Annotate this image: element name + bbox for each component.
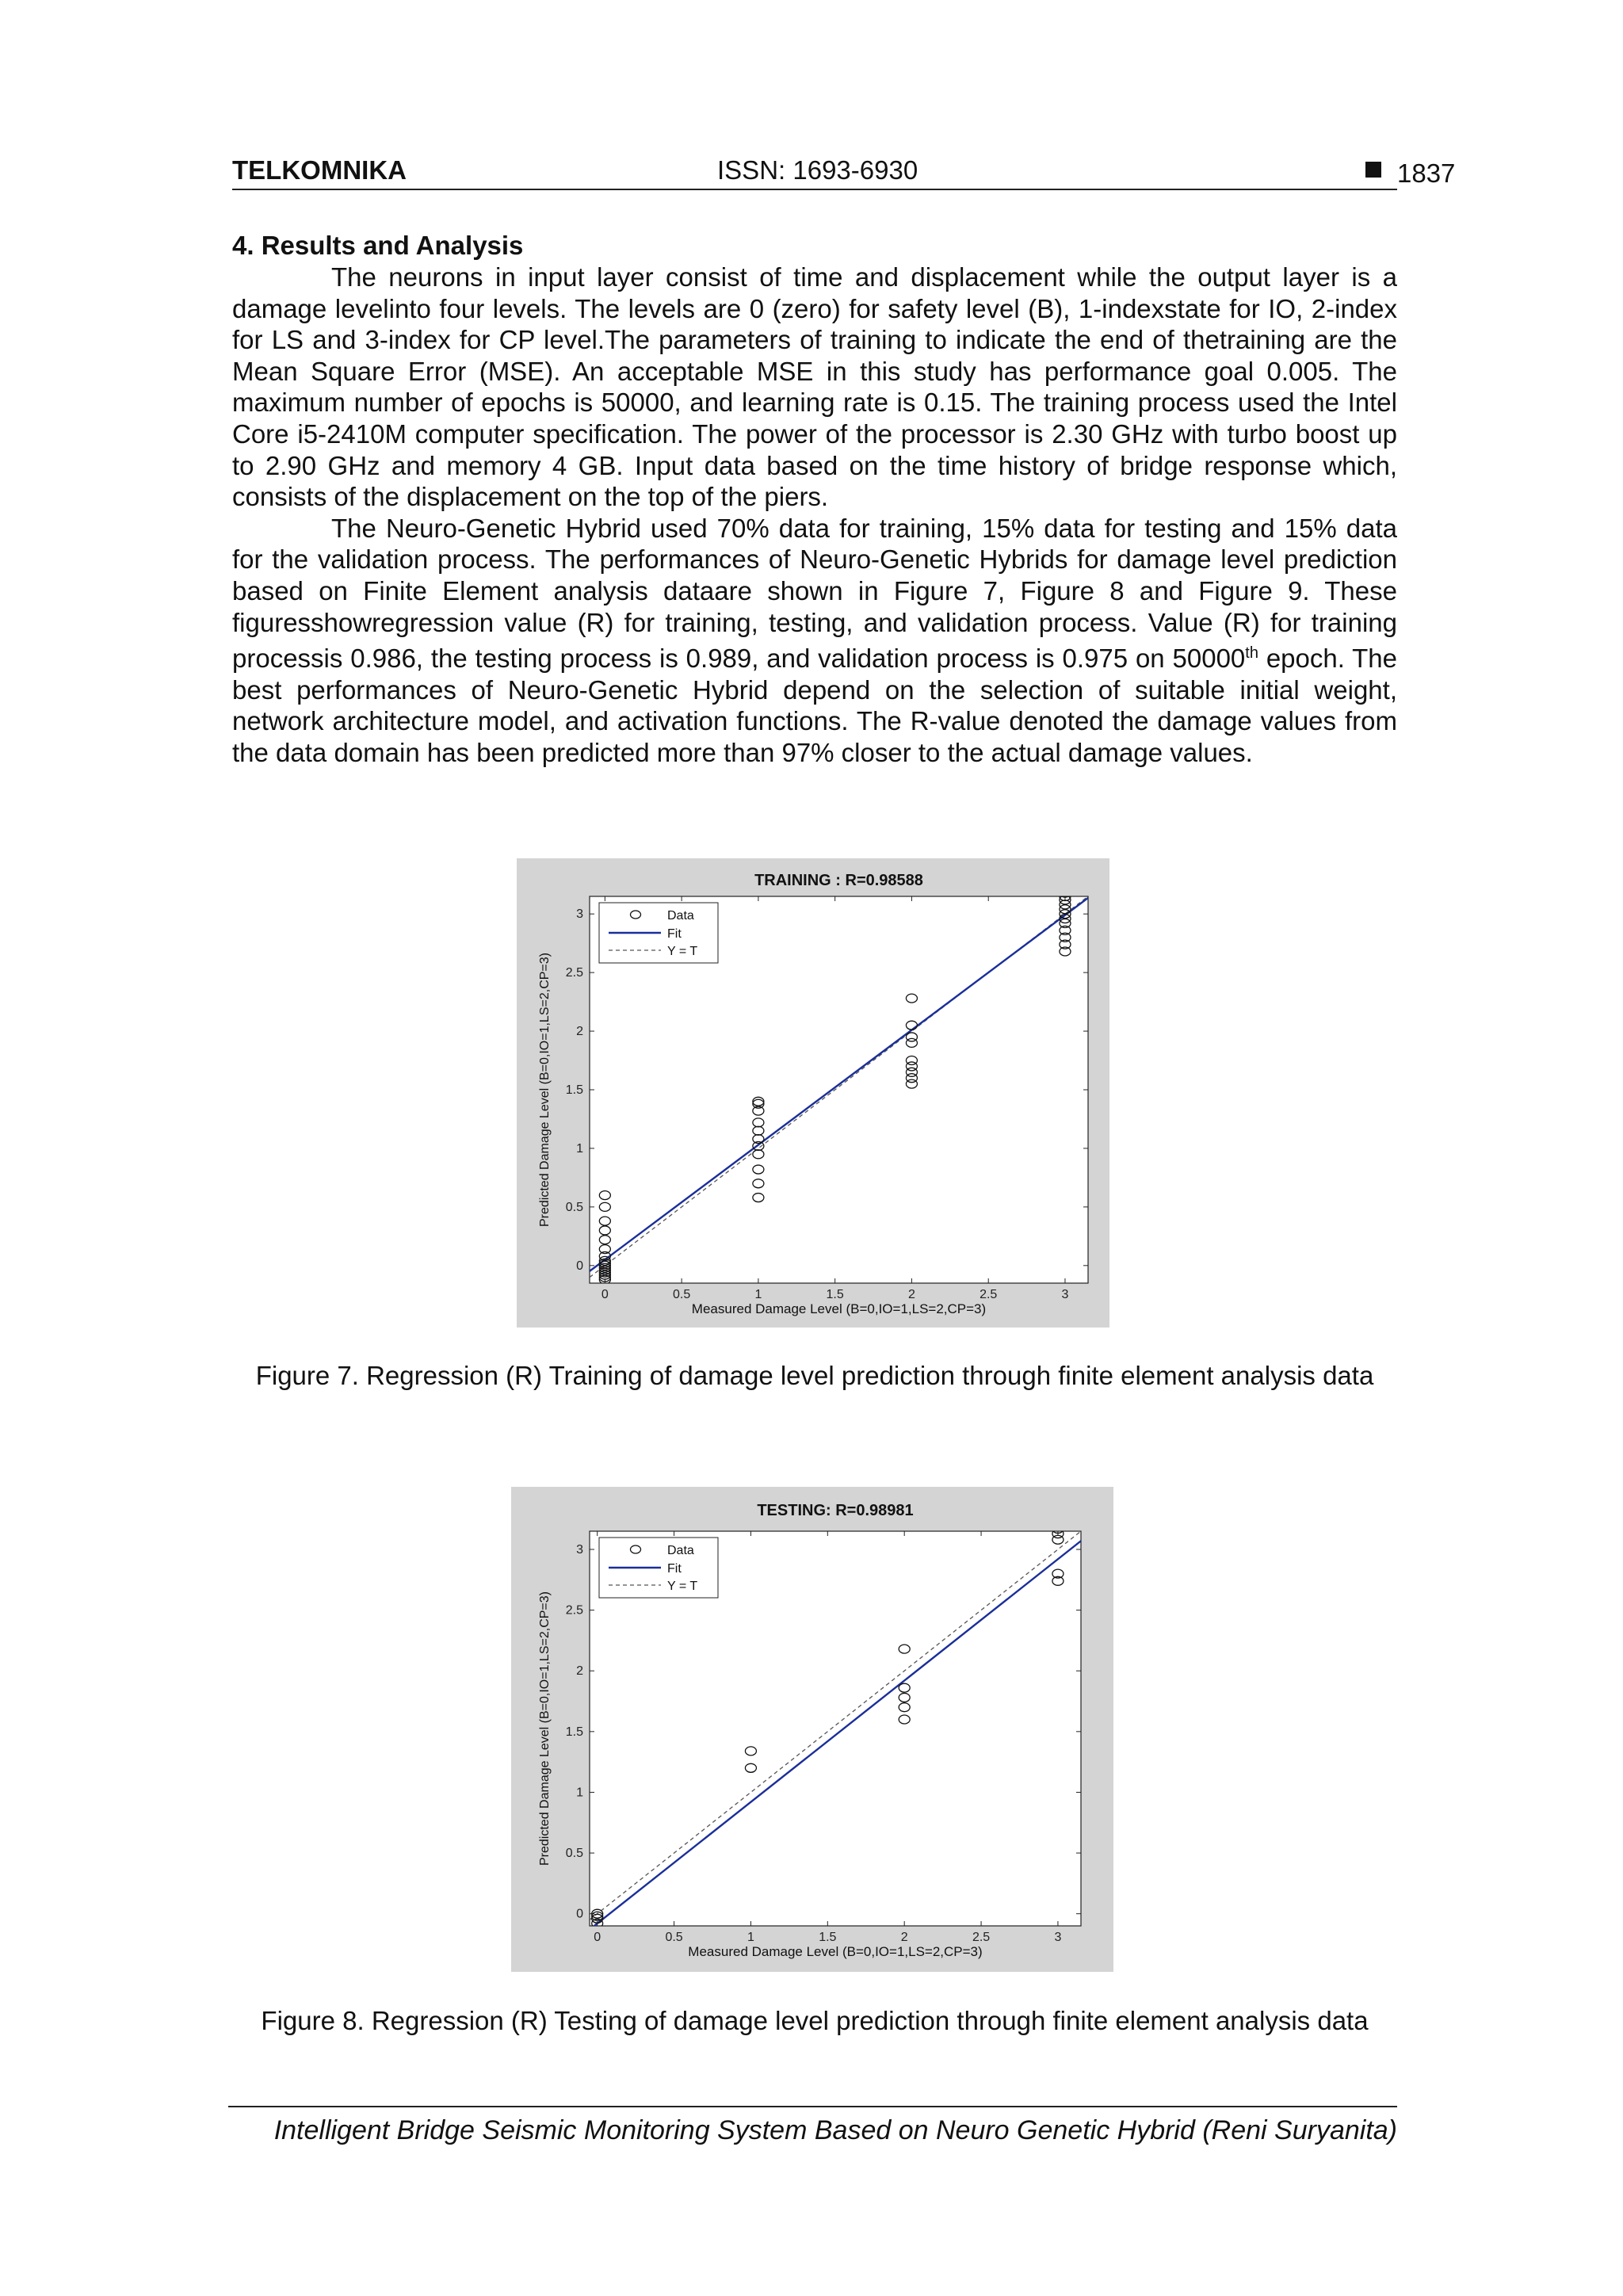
page-number-wrap [1365,155,1456,188]
superscript-th: th [1245,644,1258,663]
y-tick-label: 2.5 [565,966,583,980]
y-tick-label: 2 [576,1664,583,1679]
issn: ISSN: 1693-6930 [717,155,918,185]
square-bullet-icon [1365,162,1381,178]
paragraph-2 [232,513,1397,769]
paragraph-2-part-a: The Neuro-Genetic Hybrid used 70% data for training, 15% data for testing and 15% data for the validation process. The performances of Neuro-Genetic Hybrids for damage level prediction based on Finite Element analysis dataare shown in Figure 7, Figure 8 and Figure 9. These figuresshowregression value (R) for training, testing, and validation process. Value (R) for training processis 0.986, the testing process is 0.989, and validation process is 0.975 on 50000 [232,513,1397,674]
x-tick-label: 1.5 [826,1288,844,1301]
x-tick-label: 0.5 [665,1931,683,1944]
x-axis-label: Measured Damage Level (B=0,IO=1,LS=2,CP=3) [688,1944,983,1959]
y-tick-label: 0.5 [565,1200,583,1214]
x-tick-label: 1 [747,1931,754,1944]
x-tick-label: 2.5 [972,1931,991,1944]
y-tick-label: 3 [576,907,583,922]
y-tick-label: 1 [576,1786,583,1800]
chart-title: TESTING: R=0.98981 [757,1502,914,1519]
results-section [232,230,1397,769]
x-tick-label: 1.5 [819,1931,837,1944]
paragraph-1: The neurons in input layer consist of time and displacement while the output layer is a damage levelinto four levels. The levels are 0 (zero) for safety level (B), 1-indexstate for IO, 2-index for LS and 3-index for CP level.The parameters of training to indicate the end of thetraining are the Mean Square Error (MSE). An acceptable MSE in this study has performance goal 0.005. The maximum number of epochs is 50000, and learning rate is 0.15. The training process used the Intel Core i5-2410M computer specification. The power of the processor is 2.30 GHz with turbo boost up to 2.90 GHz and memory 4 GB. Input data based on the time history of bridge response which, consists of the displacement on the top of the piers. [232,262,1397,512]
legend-data-label: Data [667,909,694,923]
y-tick-label: 1.5 [565,1725,583,1739]
x-tick-label: 0 [594,1931,601,1944]
journal-name: TELKOMNIKA [232,155,407,185]
y-tick-label: 0.5 [565,1847,583,1861]
section-title: 4. Results and Analysis [232,231,524,260]
y-tick-label: 0 [576,1259,583,1273]
page-header [232,152,1456,190]
y-tick-label: 3 [576,1542,583,1557]
x-tick-label: 1 [754,1288,762,1301]
figure-7 [517,858,1109,1328]
page-footer: Intelligent Bridge Seismic Monitoring System Based on Neuro Genetic Hybrid (Reni Suryanita) [228,2106,1397,2146]
legend-fit-label: Fit [667,1562,682,1576]
legend-data-label: Data [667,1544,694,1557]
y-tick-label: 1 [576,1141,583,1156]
x-tick-label: 2.5 [980,1288,998,1301]
y-tick-label: 2 [576,1025,583,1039]
y-axis-label: Predicted Damage Level (B=0,IO=1,LS=2,CP=3) [538,1591,552,1866]
figure-8-caption: Figure 8. Regression (R) Testing of damage level prediction through finite element analysis data [261,2006,1369,2035]
x-axis-label: Measured Damage Level (B=0,IO=1,LS=2,CP=3) [691,1301,987,1316]
y-tick-label: 2.5 [565,1603,583,1618]
figure-7-caption: Figure 7. Regression (R) Training of damage level prediction through finite element analysis data [255,1361,1374,1390]
y-tick-label: 1.5 [565,1083,583,1097]
y-tick-label: 0 [576,1907,583,1921]
legend-identity-label: Y = T [667,945,698,958]
x-tick-label: 0.5 [672,1288,691,1301]
x-tick-label: 3 [1061,1288,1069,1301]
training-chart [517,858,1109,1328]
legend-identity-label: Y = T [667,1580,698,1593]
chart-title: TRAINING : R=0.98588 [754,872,923,889]
data-point [1060,886,1071,895]
x-tick-label: 2 [900,1931,908,1944]
paragraph-2-part-b: epoch. The best performances of Neuro-Genetic Hybrid depend on the selection of suitable initial weight, network architecture model, and activation functions. The R-value denoted the damage values from the data domain has been predicted more than 97% closer to the actual damage values. [232,644,1398,767]
x-tick-label: 0 [601,1288,609,1301]
figure-8 [511,1487,1113,1972]
page-number: 1837 [1397,159,1456,188]
x-tick-label: 2 [907,1288,915,1301]
testing-chart [511,1487,1113,1972]
y-axis-label: Predicted Damage Level (B=0,IO=1,LS=2,CP=3) [538,953,552,1227]
legend-fit-label: Fit [667,927,682,941]
x-tick-label: 3 [1054,1931,1062,1944]
